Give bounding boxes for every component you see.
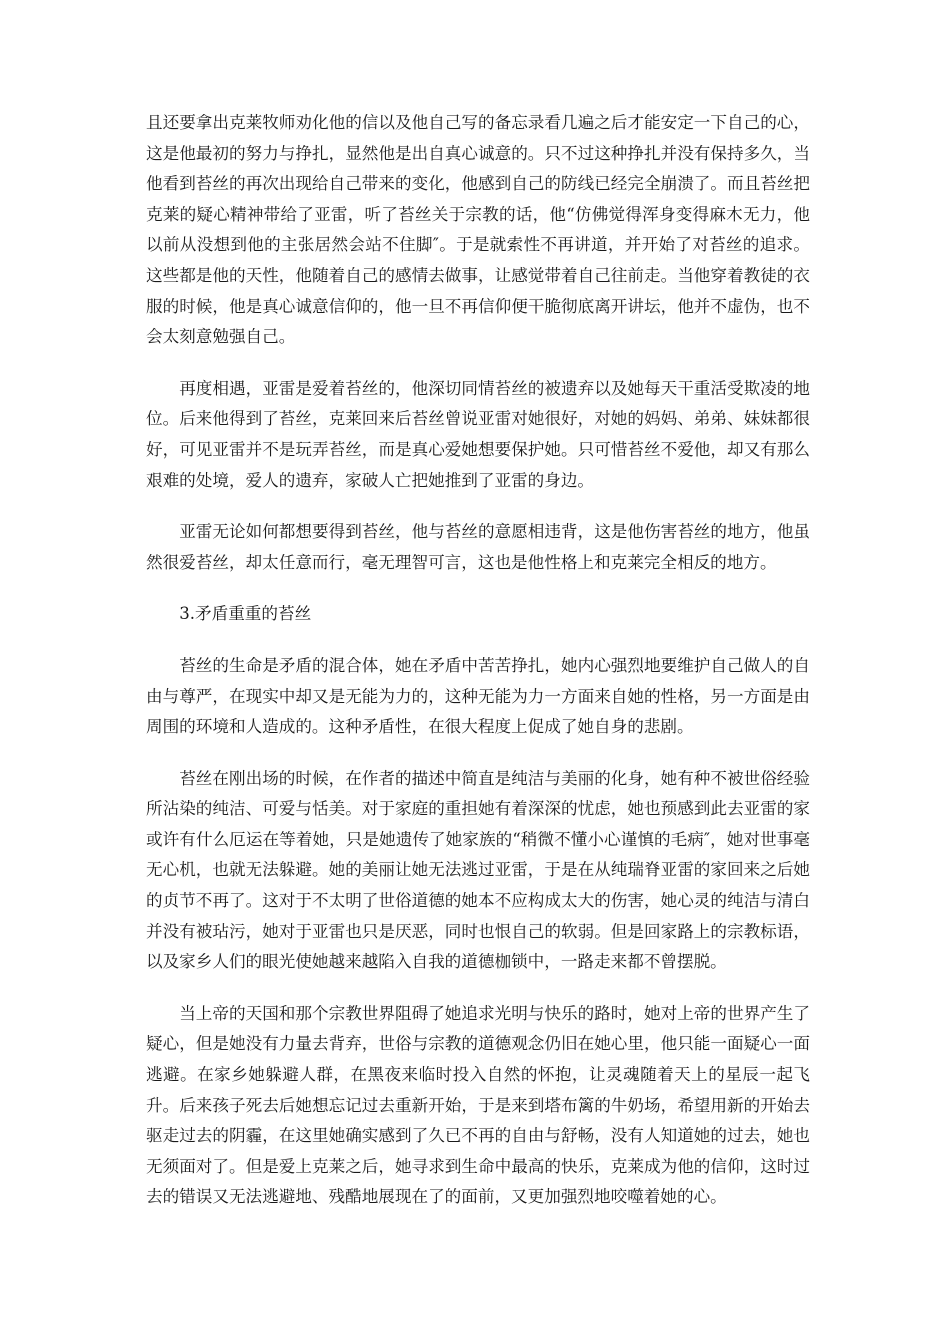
document-body	[146, 108, 810, 1234]
paragraph: 当上帝的天国和那个宗教世界阻碍了她追求光明与快乐的路时，她对上帝的世界产生了疑心，但是她没有力量去背弃，世俗与宗教的道德观念仍旧在她心里，他只能一面疑心一面逃避。在家乡她躲避人群，在黑夜来临时投入自然的怀抱，让灵魂随着天上的星辰一起飞升。后来孩子死去后她想忘记过去重新开始，于是来到塔布篱的牛奶场，希望用新的开始去驱走过去的阴霾，在这里她确实感到了久已不再的自由与舒畅，没有人知道她的过去，她也无须面对了。但是爱上克莱之后，她寻求到生命中最高的快乐，克莱成为他的信仰，这时过去的错误又无法逃避地、残酷地展现在了的面前，又更加强烈地咬噬着她的心。	[146, 1003, 810, 1207]
section-heading: 3.矛盾重重的苔丝	[179, 604, 312, 624]
paragraph: 亚雷无论如何都想要得到苔丝，他与苔丝的意愿相违背，这是他伤害苔丝的地方，他虽然很爱苔丝，却太任意而行，毫无理智可言，这也是他性格上和克莱完全相反的地方。	[146, 522, 810, 572]
paragraph-continuation: 且还要拿出克莱牧师劝化他的信以及他自己写的备忘录看几遍之后才能安定一下自己的心，这是他最初的努力与挣扎，显然他是出自真心诚意的。只不过这种挣扎并没有保持多久，当他看到苔丝的再次出现给自己带来的变化，他感到自己的防线已经完全崩溃了。而且苔丝把克莱的疑心精神带给了亚雷，听了苔丝关于宗教的话，他“仿佛觉得浑身变得麻木无力，他以前从没想到他的主张居然会站不住脚″。于是就索性不再讲道，并开始了对苔丝的追求。这些都是他的天性，他随着自己的感情去做事，让感觉带着自己往前走。当他穿着教徒的衣服的时候，他是真心诚意信仰的，他一旦不再信仰便干脆彻底离开讲坛，他并不虚伪，也不会太刻意勉强自己。	[146, 113, 810, 347]
paragraph: 苔丝在刚出场的时候，在作者的描述中简直是纯洁与美丽的化身，她有种不被世俗经验所沾染的纯洁、可爱与恬美。对于家庭的重担她有着深深的忧虑，她也预感到此去亚雷的家或许有什么厄运在等着她，只是她遗传了她家族的“稍微不懂小心谨慎的毛病″，她对世事毫无心机，也就无法躲避。她的美丽让她无法逃过亚雷，于是在从纯瑞脊亚雷的家回来之后她的贞节不再了。这对于不太明了世俗道德的她本不应构成太大的伤害，她心灵的纯洁与清白并没有被玷污，她对于亚雷也只是厌恶，同时也恨自己的软弱。但是回家路上的宗教标语，以及家乡人们的眼光使她越来越陷入自我的道德枷锁中，一路走来都不曾摆脱。	[146, 768, 810, 972]
paragraph: 再度相遇，亚雷是爱着苔丝的，他深切同情苔丝的被遗弃以及她每天干重活受欺凌的地位。后来他得到了苔丝，克莱回来后苔丝曾说亚雷对她很好，对她的妈妈、弟弟、妹妹都很好，可见亚雷并不是玩弄苔丝，而是真心爱她想要保护她。只可惜苔丝不爱他，却又有那么艰难的处境，爱人的遗弃，家破人亡把她推到了亚雷的身边。	[146, 378, 810, 490]
paragraph: 苔丝的生命是矛盾的混合体，她在矛盾中苦苦挣扎，她内心强烈地要维护自己做人的自由与尊严，在现实中却又是无能为力的，这种无能为力一方面来自她的性格，另一方面是由周围的环境和人造成的。这种矛盾性，在很大程度上促成了她自身的悲剧。	[146, 655, 810, 737]
